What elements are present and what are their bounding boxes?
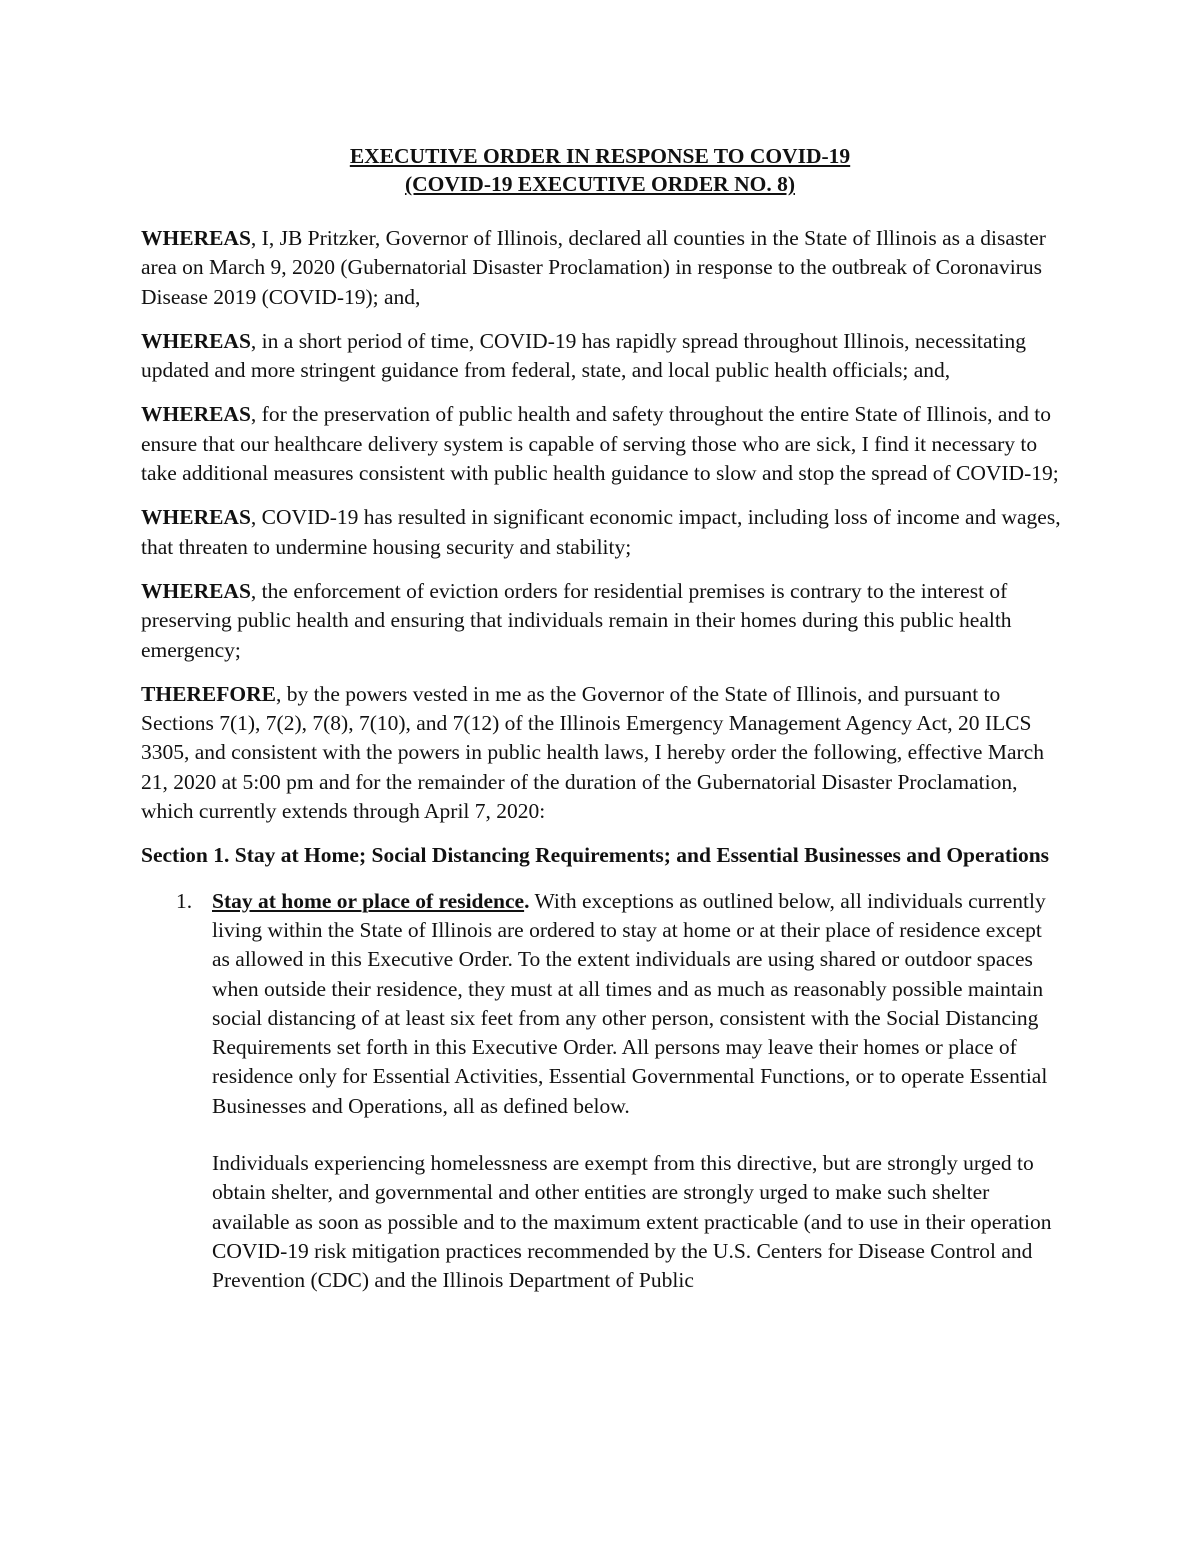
clause-lead: WHEREAS xyxy=(141,226,251,250)
list-item-title-period: . xyxy=(524,888,530,913)
section-1-heading: Section 1. Stay at Home; Social Distancing Requirements; and Essential Businesses and Operations xyxy=(141,843,1050,868)
list-item-1 xyxy=(176,887,1061,1121)
document-body xyxy=(141,224,1061,1296)
clause-text: , the enforcement of eviction orders for residential premises is contrary to the interest of preserving public health and ensuring that individuals remain in their homes during this public health emergency; xyxy=(141,578,1012,662)
clause-text: , I, JB Pritzker, Governor of Illinois, declared all counties in the State of Illinois as a disaster area on March 9, 2020 (Gubernatorial Disaster Proclamation) in response to the outbreak of Coronavirus Disease 2019 (COVID-19); and, xyxy=(141,226,1046,309)
title-line-1: EXECUTIVE ORDER IN RESPONSE TO COVID-19 xyxy=(349,144,851,168)
clause-text: , COVID-19 has resulted in significant economic impact, including loss of income and wages, that threaten to undermine housing security and stability; xyxy=(141,505,1061,559)
clause-text: , by the powers vested in me as the Governor of the State of Illinois, and pursuant to Sections 7(1), 7(2), 7(8), 7(10), and 7(12) of the Illinois Emergency Management Agency Act, 20 ILCS 3305, and consistent with the powers in public health laws, I hereby order the following, effective March 21, 2020 at 5:00 pm and for the remainder of the duration of the Gubernatorial Disaster Proclamation, which currently extends through April 7, 2020: xyxy=(141,681,1044,824)
whereas-clause-3 xyxy=(141,400,1061,488)
list-item-title: Stay at home or place of residence xyxy=(212,888,525,913)
clause-lead: THEREFORE xyxy=(141,681,276,706)
list-item-text: With exceptions as outlined below, all individuals currently living within the State of Illinois are ordered to stay at home or at their place of residence except as allowed in this Executive Order. To the extent individuals are using shared or outdoor spaces when outside their residence, they must at all times and as much as reasonably possible maintain social distancing of at least six feet from any other person, consistent with the Social Distancing Requirements set forth in this Executive Order. All persons may leave their homes or place of residence only for Essential Activities, Essential Governmental Functions, or to operate Essential Businesses and Operations, all as defined below. xyxy=(212,888,1048,1118)
clause-lead: WHEREAS xyxy=(141,328,251,353)
whereas-clause-1 xyxy=(141,224,1061,312)
whereas-clause-2 xyxy=(141,327,1061,386)
list-item-1-continuation: Individuals experiencing homelessness are exempt from this directive, but are strongly urged to obtain shelter, and governmental and other entities are strongly urged to make such shelter available as soon as possible and to the maximum extent practicable (and to use in their operation COVID-19 risk mitigation practices recommended by the U.S. Centers for Disease Control and Prevention (CDC) and the Illinois Department of Public xyxy=(212,1151,1052,1293)
clause-lead: WHEREAS xyxy=(141,505,251,530)
clause-lead: WHEREAS xyxy=(141,578,251,603)
clause-text: , in a short period of time, COVID-19 has rapidly spread throughout Illinois, necessitating updated and more stringent guidance from federal, state, and local public health officials; and, xyxy=(141,328,1026,383)
therefore-clause xyxy=(141,680,1061,826)
whereas-clause-5 xyxy=(141,577,1061,665)
title-line-2: (COVID-19 EXECUTIVE ORDER NO. 8) xyxy=(404,172,795,196)
clause-text: , for the preservation of public health and safety throughout the entire State of Illinois, and to ensure that our healthcare delivery system is capable of serving those who are sick, I find it necessary to take additional measures consistent with public health guidance to slow and stop the spread of COVID-19; xyxy=(141,402,1059,486)
whereas-clause-4 xyxy=(141,503,1061,562)
document-title xyxy=(0,142,1200,198)
clause-lead: WHEREAS xyxy=(141,402,251,427)
list-number: 1. xyxy=(176,888,193,913)
